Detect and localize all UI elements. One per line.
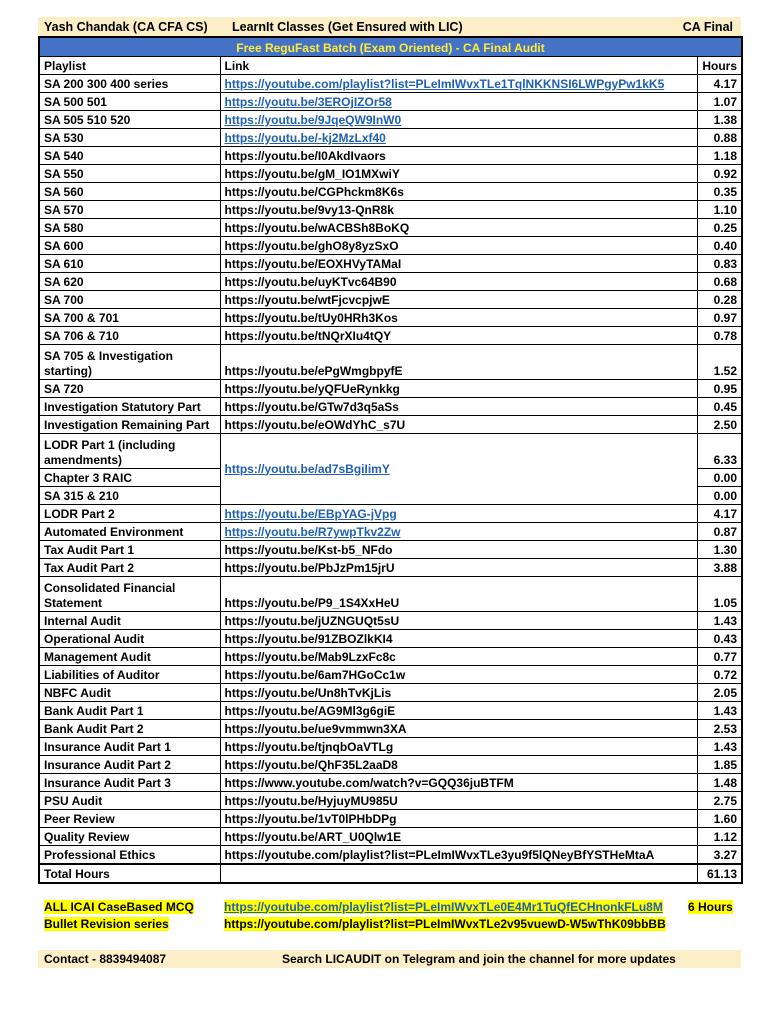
playlist-name: LODR Part 1 (including amendments) [39,434,220,469]
hours-value: 3.27 [697,846,742,865]
video-link-text[interactable]: https://youtu.be/QhF35L2aaD8 [224,758,398,772]
video-link[interactable] [220,559,697,577]
hours-value: 3.88 [697,559,742,577]
video-link-text[interactable]: https://youtu.be/R7ywpTkv2Zw [224,525,401,539]
sheet-header [38,17,741,36]
video-link-text[interactable]: https://youtu.be/yQFUeRynkkg [224,382,400,396]
table-row [39,738,742,756]
institute-name: LearnIt Classes (Get Ensured with LIC) [232,19,463,34]
video-link[interactable] [220,648,697,666]
video-link-text[interactable]: https://youtu.be/I0AkdIvaors [224,149,386,163]
table-row [39,612,742,630]
hours-value: 0.43 [697,630,742,648]
hours-value: 1.43 [697,702,742,720]
video-link[interactable] [220,291,697,309]
video-link-text[interactable]: https://youtu.be/EBpYAG-jVpg [224,507,397,521]
playlist-name: SA 700 & 701 [39,309,220,327]
playlist-name: SA 700 [39,291,220,309]
video-link[interactable] [220,702,697,720]
hours-value: 1.10 [697,201,742,219]
hours-value: 1.12 [697,828,742,846]
playlist-name: Professional Ethics [39,846,220,865]
table-row [39,720,742,738]
video-link[interactable] [220,398,697,416]
document-sheet [38,17,741,884]
playlist-name: Chapter 3 RAIC [39,469,220,487]
playlist-name: SA 200 300 400 series [39,75,220,93]
total-row [39,864,742,883]
extra-resource-label [38,900,224,914]
playlist-name: SA 570 [39,201,220,219]
playlist-name: SA 315 & 210 [39,487,220,505]
video-link[interactable] [220,612,697,630]
hours-value: 0.72 [697,666,742,684]
hours-value: 1.18 [697,147,742,165]
extra-resource-hours [676,900,733,914]
hours-value: 1.48 [697,774,742,792]
playlist-name: Tax Audit Part 2 [39,559,220,577]
playlist-name: SA 580 [39,219,220,237]
table-row [39,774,742,792]
table-row [39,345,742,380]
video-link-text[interactable]: https://youtu.be/GTw7d3q5aSs [224,400,399,414]
hours-value: 0.95 [697,380,742,398]
hours-value: 1.43 [697,738,742,756]
video-link-text[interactable]: https://youtu.be/eOWdYhC_s7U [224,418,406,432]
video-link-text[interactable]: https://youtu.be/P9_1S4XxHeU [224,596,400,610]
video-link-text[interactable]: https://youtu.be/ghO8y8yzSxO [224,239,399,253]
video-link-text[interactable]: https://youtu.be/Un8hTvKjLis [224,686,392,700]
playlist-name: SA 600 [39,237,220,255]
table-row [39,792,742,810]
table-row [39,273,742,291]
video-link-text[interactable]: https://youtu.be/91ZBOZlkKI4 [224,632,393,646]
video-link-text[interactable]: https://www.youtube.com/watch?v=GQQ36juBTFM [224,776,514,790]
total-label: Total Hours [39,864,220,883]
video-link-text[interactable]: https://youtu.be/tjnqbOaVTLg [224,740,394,754]
video-link-text[interactable]: https://youtu.be/-kj2MzLxf40 [224,131,386,145]
playlist-name: Internal Audit [39,612,220,630]
table-row [39,577,742,612]
extra-resources [38,898,741,932]
column-header-playlist: Playlist [39,57,220,75]
extra-resource-row [38,898,741,915]
playlist-name: SA 530 [39,129,220,147]
table-row [39,505,742,523]
playlist-name: Insurance Audit Part 1 [39,738,220,756]
playlist-name: SA 540 [39,147,220,165]
video-link-text[interactable]: https://youtu.be/9JqeQW9InW0 [224,113,402,127]
playlist-name: SA 550 [39,165,220,183]
video-link[interactable] [220,666,697,684]
hours-value: 1.05 [697,577,742,612]
video-link-text[interactable]: https://youtu.be/uyKTvc64B90 [224,275,397,289]
table-row [39,291,742,309]
video-link[interactable] [220,75,697,93]
video-link-text[interactable]: https://youtu.be/6am7HGoCc1w [224,668,406,682]
hours-value: 1.43 [697,612,742,630]
hours-value: 1.85 [697,756,742,774]
table-row [39,129,742,147]
column-header-link: Link [220,57,697,75]
hours-value: 6.33 [697,434,742,469]
video-link[interactable] [220,434,697,505]
table-row [39,219,742,237]
video-link[interactable] [220,828,697,846]
table-row [39,434,742,469]
video-link[interactable] [220,309,697,327]
hours-value: 0.45 [697,398,742,416]
hours-value: 2.50 [697,416,742,434]
video-link-text[interactable]: https://youtu.be/Mab9LzxFc8c [224,650,396,664]
course-name: CA Final [682,19,733,34]
playlist-name: SA 610 [39,255,220,273]
table-row [39,559,742,577]
column-header-hours: Hours [697,57,742,75]
playlist-name: SA 505 510 520 [39,111,220,129]
hours-value: 4.17 [697,75,742,93]
table-row [39,255,742,273]
video-link[interactable] [220,720,697,738]
footer-bar [38,950,741,968]
table-row [39,147,742,165]
video-link-text[interactable]: https://youtu.be/ue9vmmwn3XA [224,722,407,736]
video-link[interactable] [220,684,697,702]
playlist-name: Operational Audit [39,630,220,648]
author-name: Yash Chandak (CA CFA CS) [44,19,208,34]
playlist-name: Peer Review [39,810,220,828]
video-link-text[interactable]: https://youtu.be/ad7sBgiIimY [224,461,390,476]
video-link-text[interactable]: https://youtu.be/1vT0lPHbDPg [224,812,397,826]
table-row [39,630,742,648]
video-link-text[interactable]: https://youtu.be/AG9Ml3g6giE [224,704,396,718]
extra-resource-label-text: Bullet Revision series [44,916,169,931]
playlist-name: SA 500 501 [39,93,220,111]
video-link[interactable] [220,201,697,219]
playlist-name: Insurance Audit Part 2 [39,756,220,774]
video-link[interactable] [220,505,697,523]
table-row [39,648,742,666]
video-link[interactable] [220,129,697,147]
video-link[interactable] [220,183,697,201]
video-link[interactable] [220,523,697,541]
playlist-name: Insurance Audit Part 3 [39,774,220,792]
table-row [39,165,742,183]
extra-resource-label [38,917,224,931]
table-row [39,237,742,255]
video-link-text[interactable]: https://youtu.be/3EROjIZOr58 [224,95,392,109]
playlist-name: Consolidated Financial Statement [39,577,220,612]
video-link[interactable] [220,93,697,111]
video-link-text[interactable]: https://youtu.be/tUy0HRh3Kos [224,311,398,325]
hours-value: 0.97 [697,309,742,327]
hours-value: 2.53 [697,720,742,738]
table-row [39,846,742,865]
contact-number: Contact - 8839494087 [44,952,167,966]
total-spacer [220,864,697,883]
video-link[interactable] [220,416,697,434]
table-row [39,684,742,702]
playlist-name: Management Audit [39,648,220,666]
hours-value: 0.88 [697,129,742,147]
table-row [39,111,742,129]
hours-value: 0.83 [697,255,742,273]
hours-value: 2.75 [697,792,742,810]
video-link[interactable] [220,577,697,612]
playlist-name: SA 620 [39,273,220,291]
playlist-name: Quality Review [39,828,220,846]
video-link-text[interactable]: https://youtu.be/HyjuyMU985U [224,794,398,808]
video-link[interactable] [220,237,697,255]
playlist-name: Bank Audit Part 1 [39,702,220,720]
table-row [39,810,742,828]
hours-value: 0.77 [697,648,742,666]
table-row [39,702,742,720]
video-link-text[interactable]: https://youtube.com/playlist?list=PLeImIWvxTLe1TqlNKKNSI6LWPgyPw1kK5 [224,77,665,91]
table-row [39,666,742,684]
table-row [39,183,742,201]
video-link-text[interactable]: https://youtu.be/PbJzPm15jrU [224,561,395,575]
table-row [39,756,742,774]
playlist-name: Tax Audit Part 1 [39,541,220,559]
video-link[interactable] [220,774,697,792]
playlist-name: Automated Environment [39,523,220,541]
video-link-text[interactable]: https://youtu.be/tNQrXIu4tQY [224,329,392,343]
playlist-name: LODR Part 2 [39,505,220,523]
playlist-name: Investigation Statutory Part [39,398,220,416]
extra-resource-row [38,915,741,932]
hours-value: 1.38 [697,111,742,129]
playlist-name: SA 720 [39,380,220,398]
video-link[interactable] [220,541,697,559]
video-link[interactable] [220,846,697,865]
video-link-text[interactable]: https://youtu.be/Kst-b5_NFdo [224,543,393,557]
video-link-text[interactable]: https://youtu.be/EOXHVyTAMaI [224,257,402,271]
video-link-text[interactable]: https://youtu.be/jUZNGUQt5sU [224,614,400,628]
table-row [39,398,742,416]
video-link[interactable] [220,792,697,810]
table-row [39,327,742,345]
video-link-text[interactable]: https://youtube.com/playlist?list=PLeImIWvxTLe3yu9f5lQNeyBfYSTHeMtaA [224,848,655,862]
playlist-name: Investigation Remaining Part [39,416,220,434]
banner-title: Free ReguFast Batch (Exam Oriented) - CA Final Audit [39,37,742,57]
hours-value: 1.60 [697,810,742,828]
video-link-text[interactable]: https://youtu.be/gM_IO1MXwiY [224,167,400,181]
hours-value: 1.30 [697,541,742,559]
video-link[interactable] [220,327,697,345]
playlist-table [38,36,743,884]
playlist-name: SA 706 & 710 [39,327,220,345]
hours-value: 4.17 [697,505,742,523]
table-row [39,380,742,398]
table-row [39,828,742,846]
hours-value: 1.52 [697,345,742,380]
video-link-text[interactable]: https://youtu.be/wACBSh8BoKQ [224,221,410,235]
video-link[interactable] [220,219,697,237]
video-link[interactable] [220,165,697,183]
video-link-text[interactable]: https://youtu.be/ePgWmgbpyfE [224,364,403,378]
playlist-name: Liabilities of Auditor [39,666,220,684]
video-link-text[interactable]: https://youtu.be/wtFjcvcpjwE [224,293,390,307]
table-banner [39,37,742,57]
hours-value: 0.00 [697,487,742,505]
hours-value: 0.92 [697,165,742,183]
video-link[interactable] [220,273,697,291]
table-row [39,416,742,434]
video-link[interactable] [220,255,697,273]
hours-value: 0.25 [697,219,742,237]
hours-value: 0.78 [697,327,742,345]
video-link-text[interactable]: https://youtu.be/ART_U0Qlw1E [224,830,402,844]
hours-value: 0.87 [697,523,742,541]
total-hours: 61.13 [697,864,742,883]
extra-resource-link-text[interactable]: https://youtube.com/playlist?list=PLeImIWvxTLe0E4Mr1TuQfECHnonkFLu8M [224,899,663,914]
telegram-note: Search LICAUDIT on Telegram and join the channel for more updates [282,952,676,966]
table-row [39,93,742,111]
playlist-name: SA 705 & Investigation starting) [39,345,220,380]
video-link[interactable] [220,147,697,165]
video-link-text[interactable]: https://youtu.be/CGPhckm8K6s [224,185,404,199]
playlist-name: Bank Audit Part 2 [39,720,220,738]
table-header-row [39,57,742,75]
table-row [39,75,742,93]
video-link[interactable] [220,111,697,129]
hours-value: 0.68 [697,273,742,291]
extra-resource-label-text: ALL ICAI CaseBased MCQ [44,899,194,914]
table-row [39,541,742,559]
hours-value: 0.28 [697,291,742,309]
video-link[interactable] [220,738,697,756]
table-row [39,523,742,541]
hours-value: 2.05 [697,684,742,702]
video-link[interactable] [220,630,697,648]
hours-value: 0.40 [697,237,742,255]
video-link[interactable] [220,380,697,398]
video-link[interactable] [220,810,697,828]
video-link[interactable] [220,345,697,380]
table-row [39,309,742,327]
table-row [39,201,742,219]
video-link-text[interactable]: https://youtu.be/9vy13-QnR8k [224,203,394,217]
extra-resource-link[interactable] [224,900,676,914]
playlist-name: PSU Audit [39,792,220,810]
extra-resource-link-text[interactable]: https://youtube.com/playlist?list=PLeImIWvxTLe2v95vuewD-W5wThK09bbBB [224,916,666,931]
hours-value: 0.00 [697,469,742,487]
playlist-name: NBFC Audit [39,684,220,702]
extra-resource-link[interactable] [224,917,676,931]
extra-resource-hours-text: 6 Hours [688,899,733,914]
hours-value: 0.35 [697,183,742,201]
hours-value: 1.07 [697,93,742,111]
playlist-name: SA 560 [39,183,220,201]
video-link[interactable] [220,756,697,774]
